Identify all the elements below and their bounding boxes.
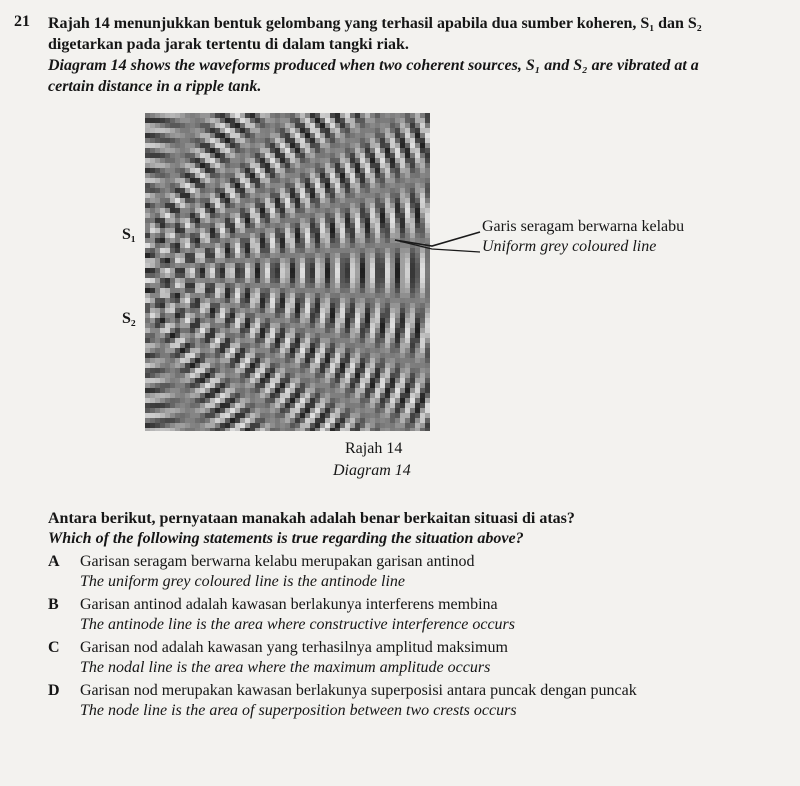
option-text-english: The uniform grey coloured line is the antinode line: [80, 573, 405, 590]
option-text-malay: Garisan nod merupakan kawasan berlakunya superposisi antara puncak dengan puncak: [80, 682, 637, 699]
option-letter: C: [48, 639, 60, 656]
grey-line-label-english: Uniform grey coloured line: [482, 238, 657, 255]
question-number: 21: [14, 13, 30, 30]
option-letter: A: [48, 553, 60, 570]
option-letter: D: [48, 682, 60, 699]
option-text-malay: Garisan nod adalah kawasan yang terhasilnya amplitud maksimum: [80, 639, 508, 656]
source-s2-label: S₂: [122, 310, 136, 327]
option-text-english: The antinode line is the area where constructive interference occurs: [80, 616, 515, 633]
question-stem-english: Diagram 14 shows the waveforms produced when two coherent sources, S₁ and S₂ are vibrated at a certain distance in a ripple tank.: [48, 57, 699, 95]
question-stem-malay: Rajah 14 menunjukkan bentuk gelombang yang terhasil apabila dua sumber koheren, S₁ dan S₂ digetarkan pada jarak tertentu di dalam tangki riak.: [48, 15, 702, 53]
prompt-malay: Antara berikut, pernyataan manakah adalah benar berkaitan situasi di atas?: [48, 510, 575, 527]
option-text-english: The nodal line is the area where the maximum amplitude occurs: [80, 659, 491, 676]
figure-caption-english: Diagram 14: [333, 462, 411, 479]
option-text-english: The node line is the area of superposition between two crests occurs: [80, 702, 517, 719]
option-text-malay: Garisan seragam berwarna kelabu merupakan garisan antinod: [80, 553, 475, 570]
option-text-malay: Garisan antinod adalah kawasan berlakunya interferens membina: [80, 596, 498, 613]
option-letter: B: [48, 596, 59, 613]
grey-line-label-malay: Garis seragam berwarna kelabu: [482, 218, 685, 235]
prompt-english: Which of the following statements is true regarding the situation above?: [48, 530, 524, 547]
source-s1-label: S₁: [122, 226, 136, 243]
figure-caption-malay: Rajah 14: [345, 440, 403, 457]
